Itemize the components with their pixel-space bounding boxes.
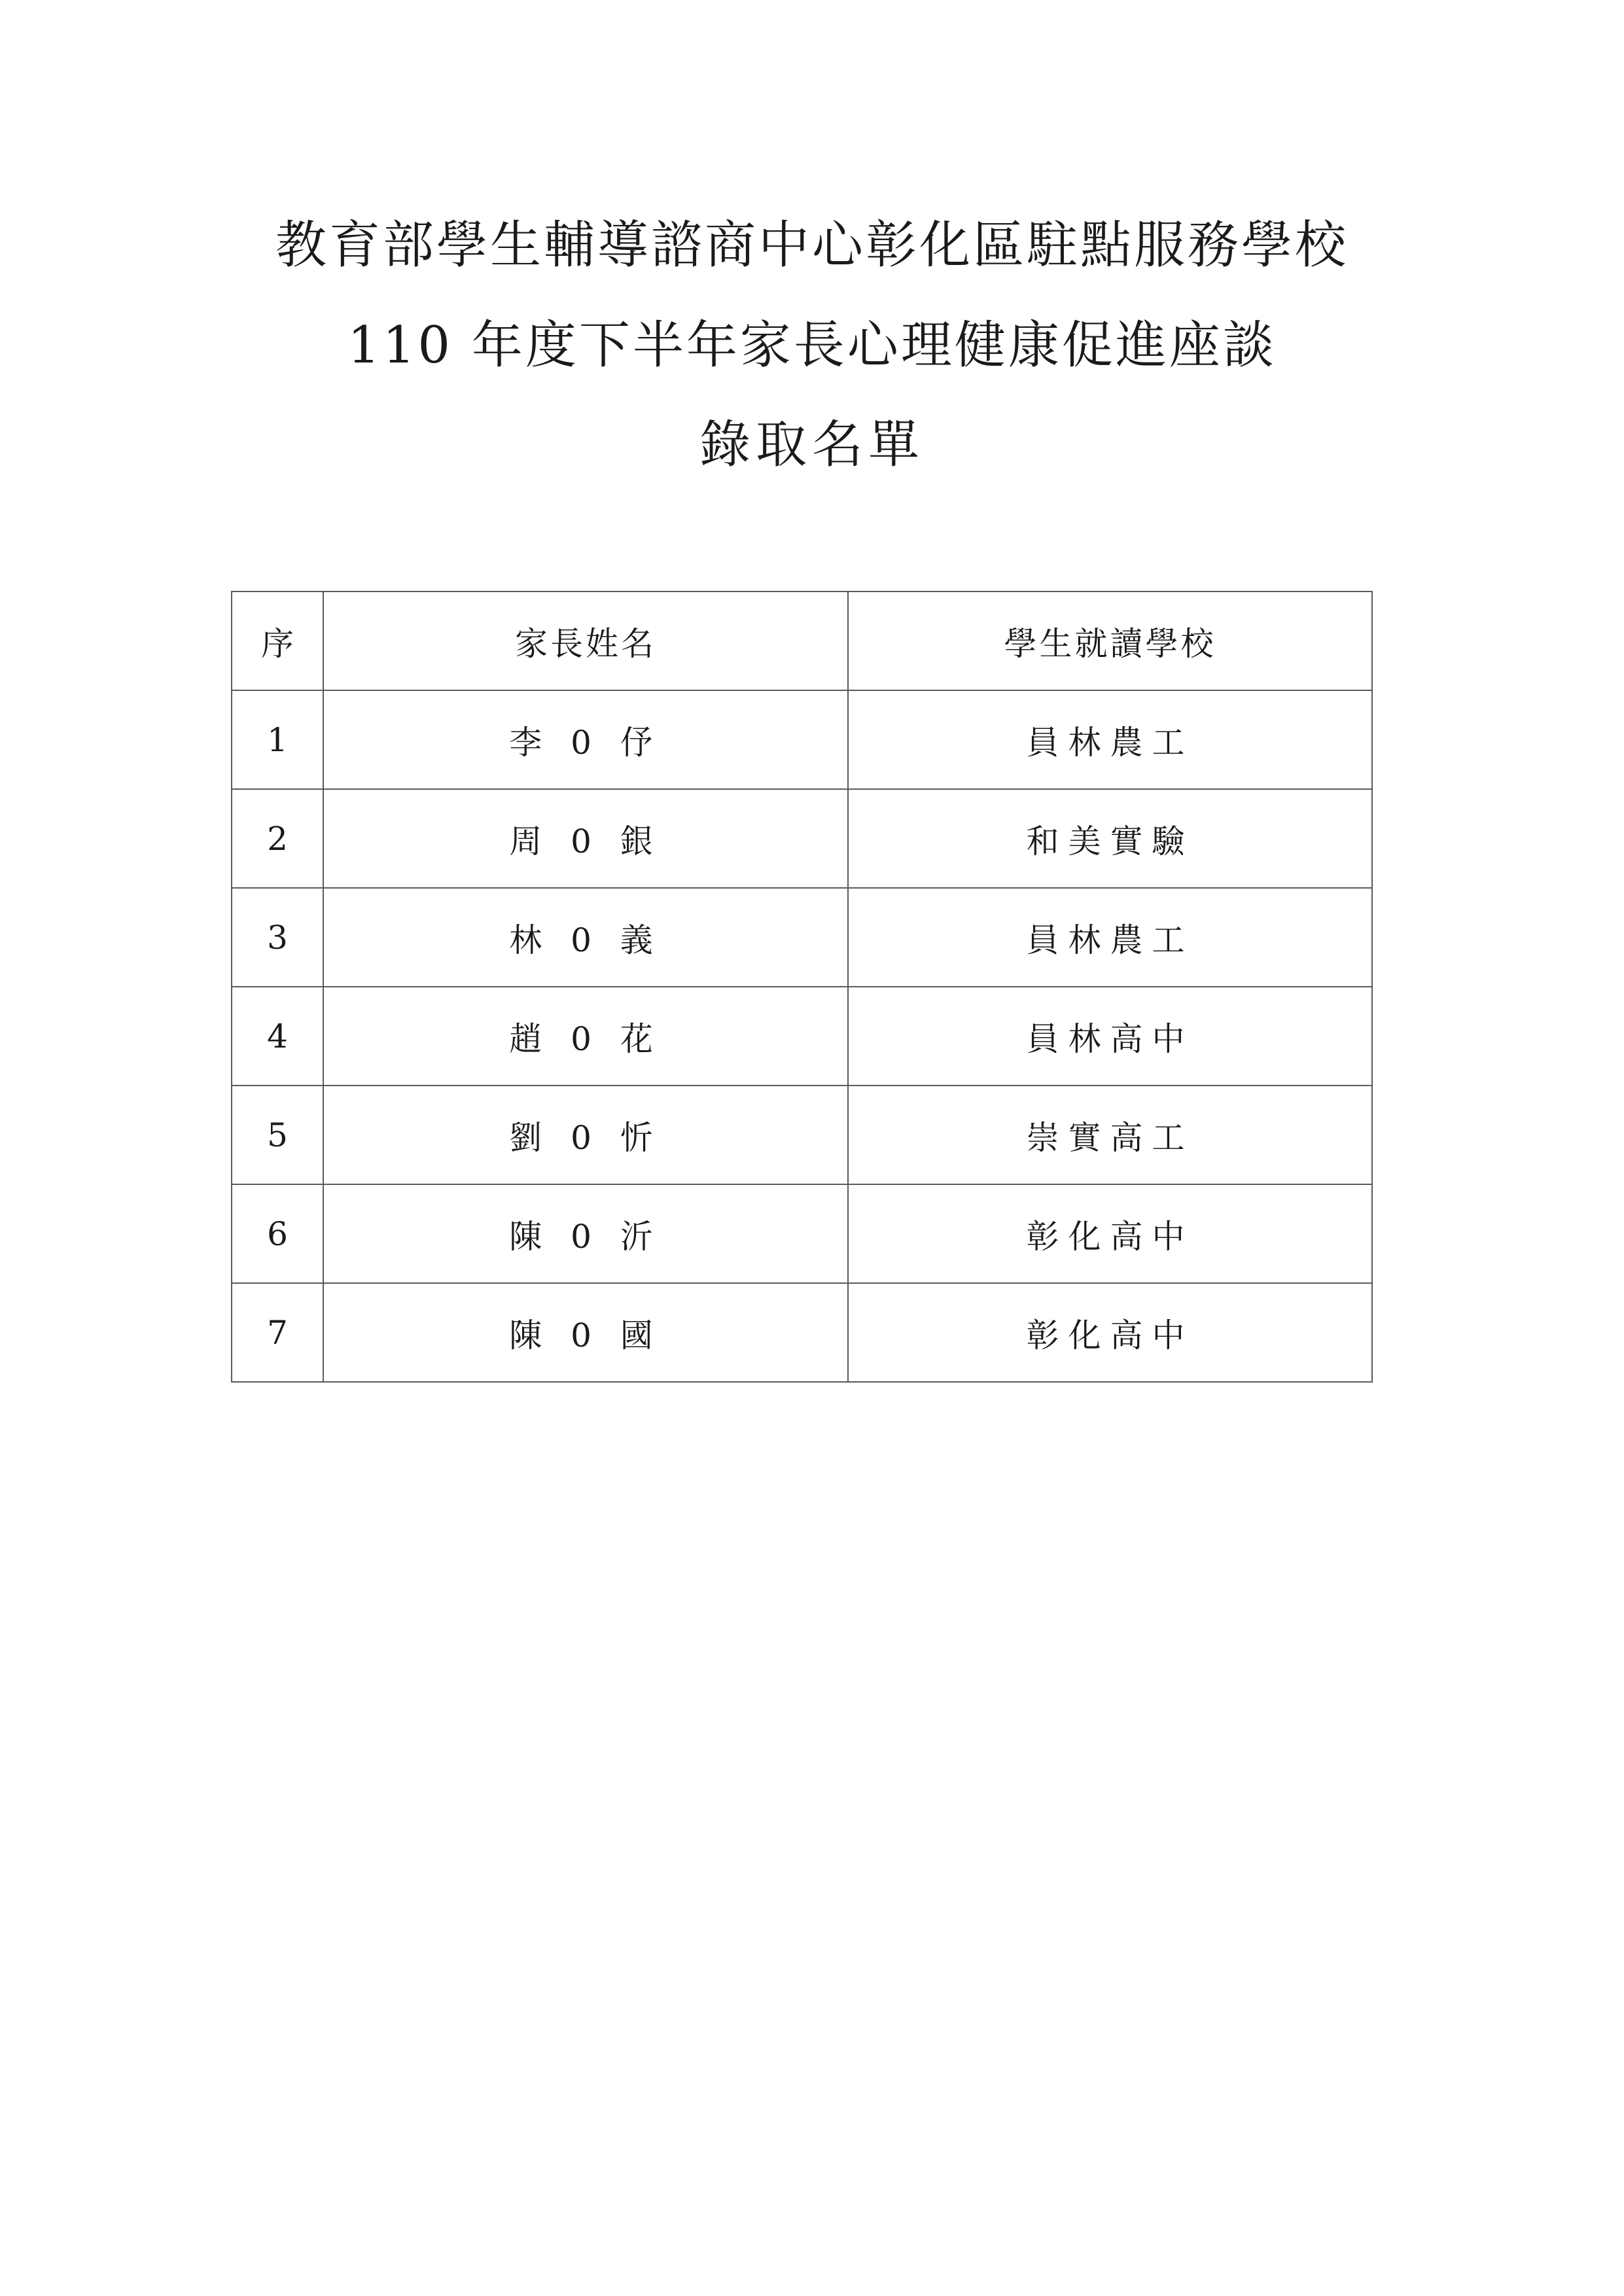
row-school: 彰化高中 <box>848 1184 1372 1283</box>
header-seq: 序 <box>232 592 323 690</box>
row-seq: 4 <box>232 987 323 1086</box>
row-school: 和美實驗 <box>848 789 1372 888</box>
row-school: 崇實高工 <box>848 1086 1372 1184</box>
row-seq: 7 <box>232 1283 323 1382</box>
row-seq: 6 <box>232 1184 323 1283</box>
title-line-2: 110 年度下半年家長心理健康促進座談 <box>347 316 1277 375</box>
table-row <box>232 987 1372 1086</box>
row-parent-name: 李 0 伃 <box>323 690 848 789</box>
table-row <box>232 690 1372 789</box>
table-row <box>232 888 1372 987</box>
title-line-3: 錄取名單 <box>699 415 925 474</box>
row-school: 員林高中 <box>848 987 1372 1086</box>
row-seq: 5 <box>232 1086 323 1184</box>
row-parent-name: 陳 0 國 <box>323 1283 848 1382</box>
table-row <box>232 1283 1372 1382</box>
row-school: 員林農工 <box>848 690 1372 789</box>
table-row <box>232 1086 1372 1184</box>
row-parent-name: 趙 0 花 <box>323 987 848 1086</box>
row-school: 彰化高中 <box>848 1283 1372 1382</box>
row-seq: 3 <box>232 888 323 987</box>
row-parent-name: 陳 0 沂 <box>323 1184 848 1283</box>
title-line-1: 教育部學生輔導諮商中心彰化區駐點服務學校 <box>275 216 1349 275</box>
table-header-row <box>232 592 1372 690</box>
row-parent-name: 劉 0 忻 <box>323 1086 848 1184</box>
header-parent-name: 家長姓名 <box>323 592 848 690</box>
table-row <box>232 789 1372 888</box>
row-seq: 1 <box>232 690 323 789</box>
row-parent-name: 周 0 銀 <box>323 789 848 888</box>
row-school: 員林農工 <box>848 888 1372 987</box>
row-parent-name: 林 0 義 <box>323 888 848 987</box>
header-school: 學生就讀學校 <box>848 592 1372 690</box>
row-seq: 2 <box>232 789 323 888</box>
admission-list-table <box>231 591 1373 1383</box>
table-row <box>232 1184 1372 1283</box>
